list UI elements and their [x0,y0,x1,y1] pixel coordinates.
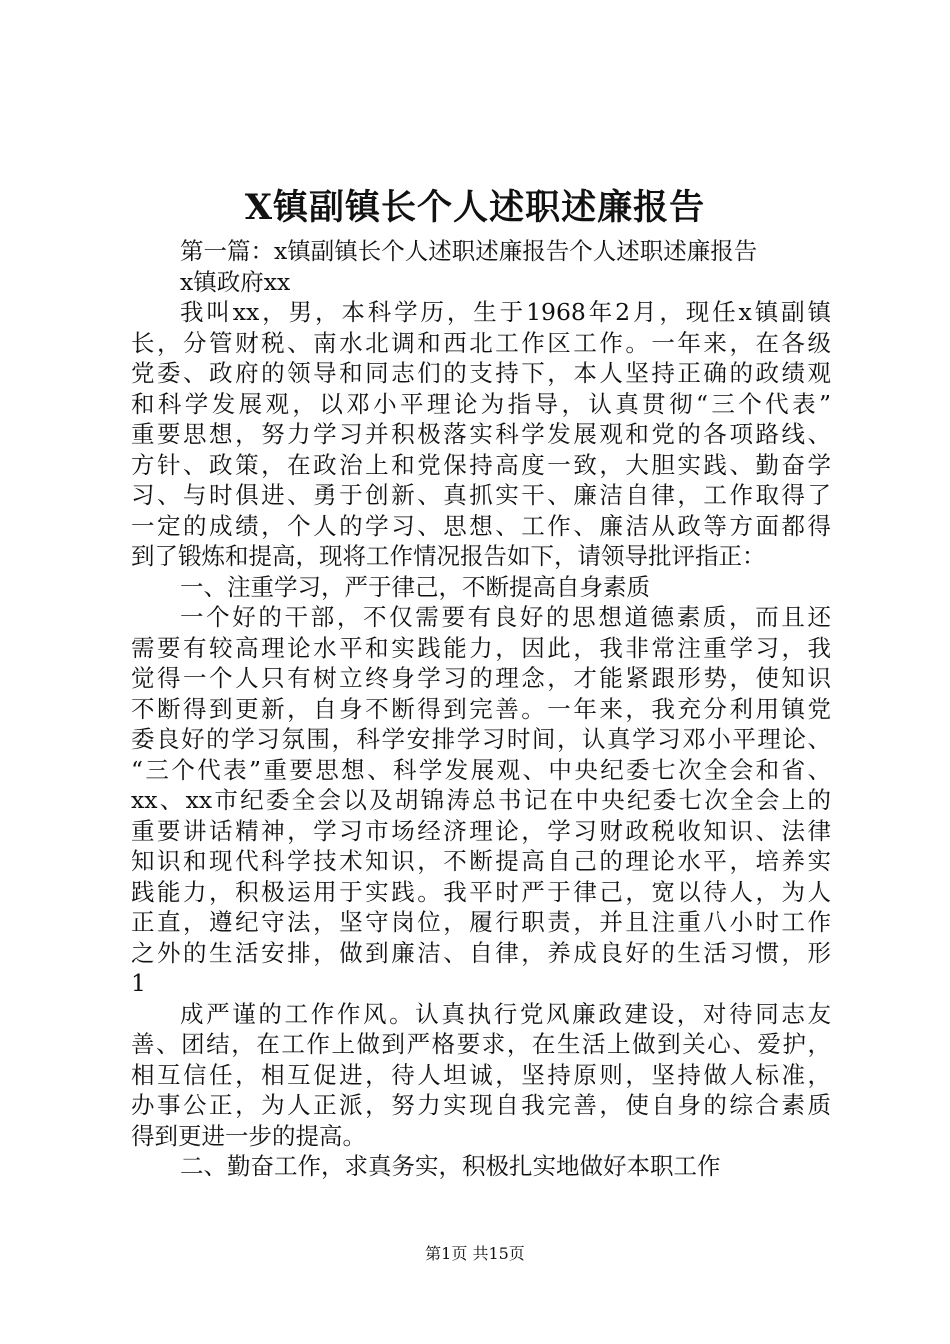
text-line: 需要有较高理论水平和实践能力，因此，我非常注重学习，我 [131,633,831,662]
text-line: 之外的生活安排，做到廉洁、自律，养成良好的生活习惯，形 [131,938,831,967]
text-line: 到了锻炼和提高，现将工作情况报告如下，请领导批评指正： [131,542,766,570]
document-title: X镇副镇长个人述职述廉报告 [244,187,706,228]
text-line: 一、注重学习，严于律己，不断提高自身素质 [180,572,650,601]
text-line: 践能力，积极运用于实践。我平时严于律己，宽以待人，为人 [131,877,831,906]
text-line: 委良好的学习氛围，科学安排学习时间，认真学习邓小平理论、 [131,725,831,753]
text-line: 善、团结，在工作上做到严格要求，在生活上做到关心、爱护， [131,1030,831,1058]
text-line: xx、xx市纪委全会以及胡锦涛总书记在中央纪委七次全会上的 [131,786,831,814]
text-line: 正直，遵纪守法，坚守岗位，履行职责，并且注重八小时工作 [131,908,831,936]
text-line: 方针、政策，在政治上和党保持高度一致，大胆实践、勤奋学 [131,450,831,479]
text-line: 重要思想，努力学习并积极落实科学发展观和党的各项路线、 [131,420,831,448]
document-body [131,236,831,1182]
text-line: 长，分管财税、南水北调和西北工作区工作。一年来，在各级 [131,328,831,357]
text-line: 第一篇：x镇副镇长个人述职述廉报告个人述职述廉报告 [180,237,758,265]
text-line: 我叫xx，男，本科学历，生于1968年2月，现任x镇副镇 [180,298,831,326]
text-line: 二、勤奋工作，求真务实，积极扎实地做好本职工作 [180,1152,721,1180]
page-footer: 第1页 共15页 [425,1244,525,1263]
text-line: x镇政府xx [180,267,291,296]
text-line: 重要讲话精神，学习市场经济理论，学习财政税收知识、法律 [131,816,831,845]
text-line: 办事公正，为人正派，努力实现自我完善，使自身的综合素质 [131,1091,831,1119]
text-line: 一个好的干部，不仅需要有良好的思想道德素质，而且还 [180,603,831,631]
text-line: 得到更进一步的提高。 [131,1121,366,1150]
text-line: 1 [131,969,146,997]
text-line: 和科学发展观，以邓小平理论为指导，认真贯彻“三个代表” [131,389,831,418]
text-line: 成严谨的工作作风。认真执行党风廉政建设，对待同志友 [180,999,831,1028]
text-line: 不断得到更新，自身不断得到完善。一年来，我充分利用镇党 [131,694,831,723]
text-line: 觉得一个人只有树立终身学习的理念，才能紧跟形势，使知识 [131,664,831,692]
text-line: 一定的成绩，个人的学习、思想、工作、廉洁从政等方面都得 [131,511,831,540]
text-line: 知识和现代科学技术知识，不断提高自己的理论水平，培养实 [131,847,831,875]
text-line: “三个代表”重要思想、科学发展观、中央纪委七次全会和省、 [131,755,831,784]
text-line: 相互信任，相互促进，待人坦诚，坚持原则，坚持做人标准， [131,1060,831,1089]
text-line: 党委、政府的领导和同志们的支持下，本人坚持正确的政绩观 [131,359,831,387]
text-line: 习、与时俱进、勇于创新、真抓实干、廉洁自律，工作取得了 [131,481,831,509]
